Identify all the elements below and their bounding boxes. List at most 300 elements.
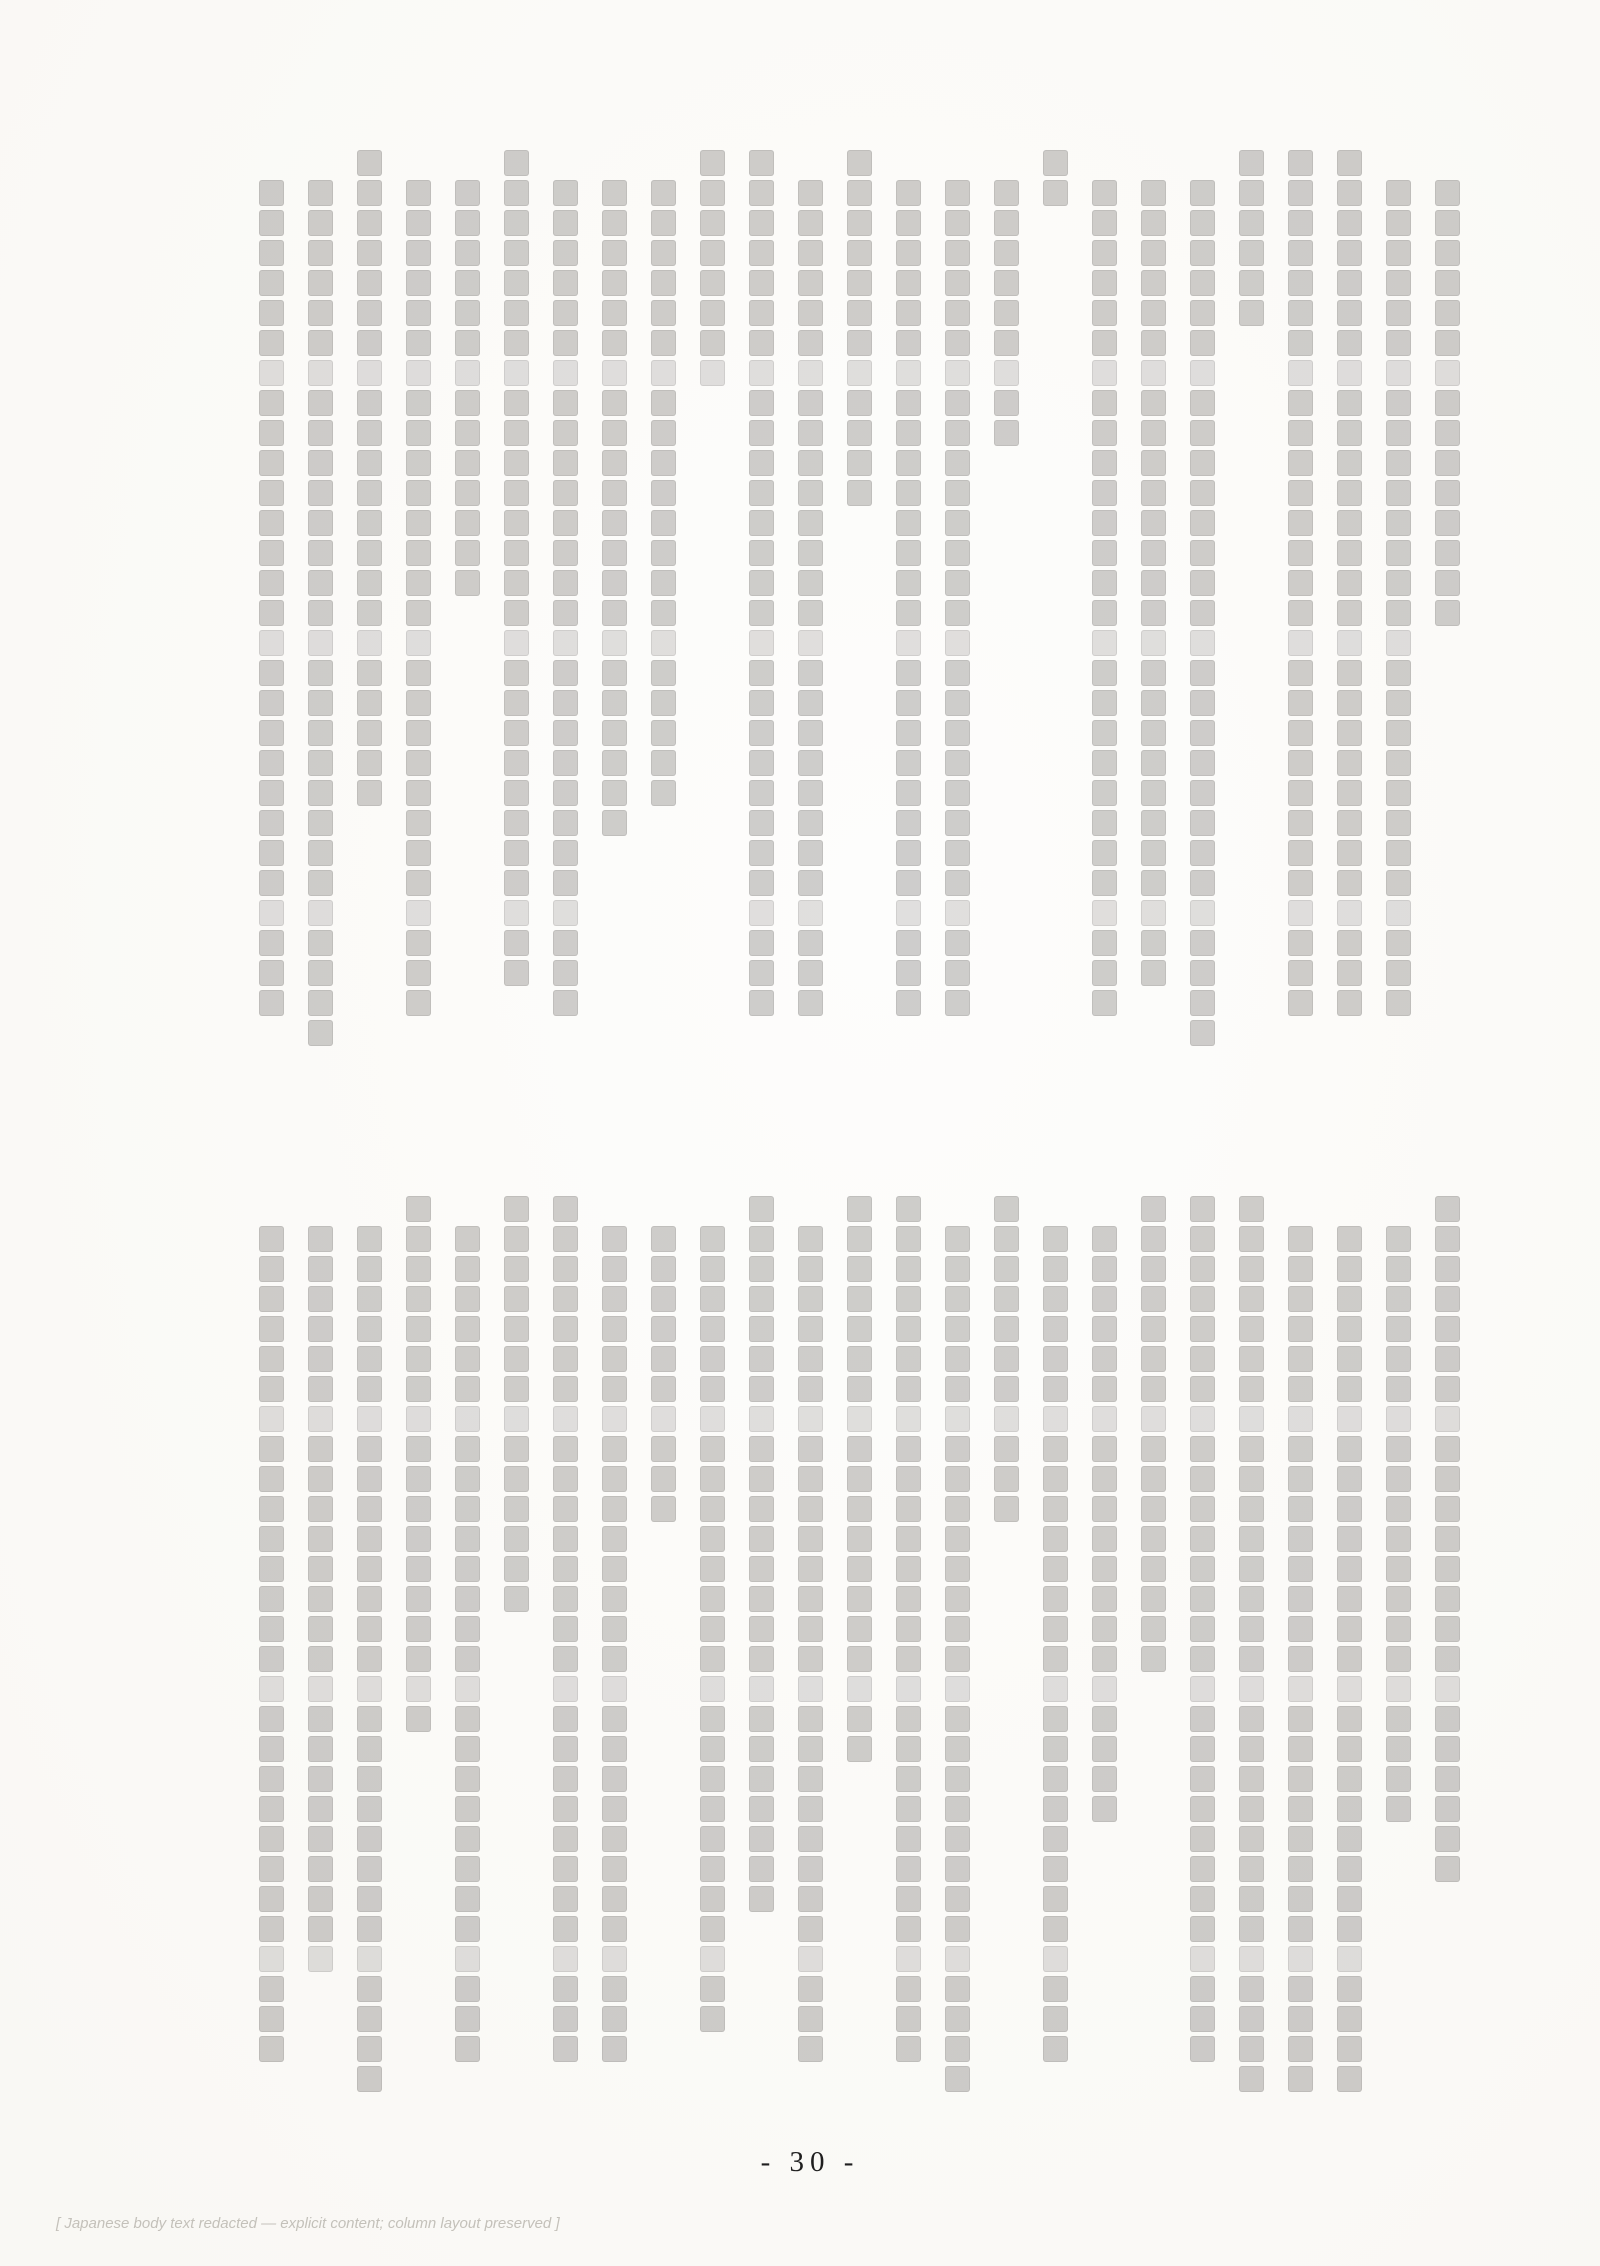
redacted-character xyxy=(357,570,382,596)
redacted-character xyxy=(1337,1706,1362,1732)
redacted-character xyxy=(1337,1406,1362,1432)
redacted-character xyxy=(1239,1706,1264,1732)
redacted-character xyxy=(700,1436,725,1462)
redacted-character xyxy=(749,270,774,296)
redacted-character xyxy=(700,1316,725,1342)
redacted-character xyxy=(406,1226,431,1252)
redacted-character xyxy=(1092,450,1117,476)
redacted-character xyxy=(1337,180,1362,206)
redacted-character xyxy=(602,330,627,356)
redacted-character xyxy=(1239,1526,1264,1552)
redacted-character xyxy=(945,300,970,326)
redacted-character xyxy=(945,1886,970,1912)
redacted-character xyxy=(357,1796,382,1822)
redacted-character xyxy=(1386,1256,1411,1282)
redacted-character xyxy=(1435,180,1460,206)
redacted-character xyxy=(945,750,970,776)
redacted-character xyxy=(1337,870,1362,896)
redacted-character xyxy=(896,1406,921,1432)
redacted-character xyxy=(259,450,284,476)
redacted-character xyxy=(1190,2006,1215,2032)
redacted-character xyxy=(259,360,284,386)
redacted-character xyxy=(1337,1496,1362,1522)
redacted-character xyxy=(259,1766,284,1792)
redacted-character xyxy=(1190,600,1215,626)
redacted-character xyxy=(553,1196,578,1222)
redacted-character xyxy=(308,1556,333,1582)
redacted-character xyxy=(308,870,333,896)
redacted-character xyxy=(1435,1316,1460,1342)
redacted-character xyxy=(406,210,431,236)
redacted-character xyxy=(1288,2036,1313,2062)
redacted-text-column xyxy=(403,150,433,1016)
redacted-character xyxy=(406,270,431,296)
redacted-character xyxy=(553,1796,578,1822)
redacted-character xyxy=(455,1646,480,1672)
redacted-character xyxy=(798,750,823,776)
redacted-character xyxy=(504,960,529,986)
redacted-character xyxy=(798,1976,823,2002)
redacted-character xyxy=(553,630,578,656)
redacted-character xyxy=(700,1526,725,1552)
redacted-character xyxy=(1190,1586,1215,1612)
redacted-character xyxy=(1239,1286,1264,1312)
redacted-character xyxy=(1190,1466,1215,1492)
redacted-character xyxy=(1386,1226,1411,1252)
redacted-character xyxy=(1288,420,1313,446)
redacted-character xyxy=(357,690,382,716)
redacted-character xyxy=(455,480,480,506)
redacted-character xyxy=(504,210,529,236)
redacted-character xyxy=(1043,180,1068,206)
redacted-character xyxy=(308,1406,333,1432)
redacted-character xyxy=(602,480,627,506)
redacted-character xyxy=(1288,480,1313,506)
redacted-character xyxy=(1043,1856,1068,1882)
redacted-character xyxy=(1043,1886,1068,1912)
redacted-character xyxy=(553,450,578,476)
redacted-character xyxy=(1141,690,1166,716)
redacted-character xyxy=(406,1676,431,1702)
redacted-character xyxy=(700,270,725,296)
redacted-character xyxy=(945,2036,970,2062)
redacted-character xyxy=(1190,480,1215,506)
redacted-character xyxy=(1043,1226,1068,1252)
redacted-character xyxy=(602,540,627,566)
redacted-character xyxy=(1386,1796,1411,1822)
redacted-character xyxy=(1288,900,1313,926)
redacted-character xyxy=(1043,1916,1068,1942)
redacted-character xyxy=(308,690,333,716)
redacted-character xyxy=(1043,1346,1068,1372)
redacted-text-column xyxy=(354,1196,384,2092)
redacted-character xyxy=(602,1496,627,1522)
redacted-character xyxy=(700,1286,725,1312)
redacted-character xyxy=(1337,2066,1362,2092)
redacted-character xyxy=(1386,1676,1411,1702)
redacted-character xyxy=(602,1856,627,1882)
redacted-character xyxy=(504,840,529,866)
redacted-character xyxy=(1190,870,1215,896)
redacted-character xyxy=(406,240,431,266)
redacted-text-column xyxy=(1187,1196,1217,2062)
redacted-character xyxy=(357,1886,382,1912)
redacted-character xyxy=(896,240,921,266)
redacted-character xyxy=(1337,1976,1362,2002)
redacted-character xyxy=(798,660,823,686)
redacted-character xyxy=(1435,1466,1460,1492)
redacted-character xyxy=(357,1286,382,1312)
redacted-character xyxy=(1190,990,1215,1016)
redacted-character xyxy=(1043,1316,1068,1342)
redacted-character xyxy=(259,1586,284,1612)
redacted-character xyxy=(847,450,872,476)
redacted-character xyxy=(308,360,333,386)
redacted-text-column xyxy=(354,150,384,806)
redacted-character xyxy=(1337,330,1362,356)
redacted-character xyxy=(553,1676,578,1702)
redacted-text-column xyxy=(305,150,335,1046)
redacted-character xyxy=(945,1916,970,1942)
redacted-character xyxy=(749,300,774,326)
redacted-character xyxy=(504,600,529,626)
redacted-character xyxy=(1190,1736,1215,1762)
redacted-character xyxy=(798,900,823,926)
redacted-character xyxy=(1141,540,1166,566)
redacted-character xyxy=(1190,1826,1215,1852)
redacted-text-column xyxy=(746,150,776,1016)
redacted-character xyxy=(945,1316,970,1342)
redacted-character xyxy=(553,1496,578,1522)
redacted-character xyxy=(1043,1676,1068,1702)
redacted-character xyxy=(1435,300,1460,326)
redacted-character xyxy=(847,1556,872,1582)
redacted-character xyxy=(700,1796,725,1822)
redacted-character xyxy=(1386,1766,1411,1792)
redacted-character xyxy=(749,180,774,206)
redacted-character xyxy=(700,1376,725,1402)
redacted-character xyxy=(651,720,676,746)
redacted-character xyxy=(1190,210,1215,236)
redacted-character xyxy=(1190,1616,1215,1642)
redacted-character xyxy=(651,1316,676,1342)
redacted-character xyxy=(896,690,921,716)
redacted-character xyxy=(1043,1796,1068,1822)
redacted-character xyxy=(1239,1676,1264,1702)
redacted-character xyxy=(357,1436,382,1462)
redacted-character xyxy=(259,1316,284,1342)
redacted-character xyxy=(994,240,1019,266)
redacted-character xyxy=(1239,1346,1264,1372)
redacted-character xyxy=(896,660,921,686)
redacted-character xyxy=(1337,1436,1362,1462)
redacted-character xyxy=(896,1826,921,1852)
redacted-character xyxy=(896,2006,921,2032)
redacted-character xyxy=(1337,1946,1362,1972)
redaction-note: [ Japanese body text redacted — explicit content; column layout preserved ] xyxy=(56,2215,560,2232)
redacted-character xyxy=(259,1856,284,1882)
redacted-character xyxy=(651,1226,676,1252)
redacted-character xyxy=(406,1586,431,1612)
redacted-character xyxy=(357,360,382,386)
redacted-character xyxy=(749,600,774,626)
redacted-character xyxy=(1288,300,1313,326)
redacted-character xyxy=(602,2036,627,2062)
redacted-character xyxy=(847,210,872,236)
redacted-character xyxy=(945,450,970,476)
redacted-character xyxy=(455,1466,480,1492)
redacted-character xyxy=(651,660,676,686)
redacted-text-column xyxy=(1432,150,1462,626)
redacted-character xyxy=(896,1646,921,1672)
redacted-character xyxy=(1288,930,1313,956)
redacted-character xyxy=(994,420,1019,446)
redacted-character xyxy=(749,1796,774,1822)
redacted-character xyxy=(259,390,284,416)
redacted-character xyxy=(1386,870,1411,896)
redacted-character xyxy=(553,780,578,806)
redacted-character xyxy=(798,1316,823,1342)
redacted-character xyxy=(455,2006,480,2032)
redacted-character xyxy=(1386,570,1411,596)
redacted-character xyxy=(1239,1256,1264,1282)
redacted-character xyxy=(1141,630,1166,656)
redacted-character xyxy=(1337,600,1362,626)
redacted-character xyxy=(1288,570,1313,596)
redacted-character xyxy=(259,2036,284,2062)
redacted-character xyxy=(1386,240,1411,266)
redacted-character xyxy=(1435,1406,1460,1432)
redacted-character xyxy=(357,1556,382,1582)
redacted-character xyxy=(1435,1736,1460,1762)
redacted-character xyxy=(798,1796,823,1822)
redacted-character xyxy=(1190,270,1215,296)
redacted-character xyxy=(308,1316,333,1342)
redacted-character xyxy=(945,270,970,296)
redacted-character xyxy=(651,570,676,596)
redacted-character xyxy=(945,1706,970,1732)
redacted-character xyxy=(749,240,774,266)
redacted-character xyxy=(1386,1346,1411,1372)
redacted-character xyxy=(896,630,921,656)
redacted-character xyxy=(553,1646,578,1672)
redacted-character xyxy=(455,390,480,416)
redacted-character xyxy=(406,660,431,686)
redacted-character xyxy=(847,390,872,416)
redacted-character xyxy=(700,360,725,386)
redacted-character xyxy=(749,510,774,536)
redacted-character xyxy=(357,1256,382,1282)
redacted-character xyxy=(504,1316,529,1342)
redacted-character xyxy=(259,1916,284,1942)
redacted-character xyxy=(1239,1976,1264,2002)
redacted-character xyxy=(1288,1916,1313,1942)
redacted-character xyxy=(749,1406,774,1432)
redacted-character xyxy=(308,1376,333,1402)
redacted-character xyxy=(1337,150,1362,176)
redacted-character xyxy=(1141,1286,1166,1312)
redacted-character xyxy=(847,300,872,326)
redacted-character xyxy=(1043,1736,1068,1762)
redacted-character xyxy=(700,1826,725,1852)
redacted-character xyxy=(749,1436,774,1462)
redacted-character xyxy=(1337,510,1362,536)
redacted-character xyxy=(455,420,480,446)
redacted-character xyxy=(700,1406,725,1432)
redacted-character xyxy=(1092,690,1117,716)
redacted-character xyxy=(504,750,529,776)
redacted-character xyxy=(749,1676,774,1702)
redacted-character xyxy=(1239,210,1264,236)
redacted-character xyxy=(553,1736,578,1762)
redacted-character xyxy=(749,960,774,986)
redacted-character xyxy=(1386,720,1411,746)
redacted-character xyxy=(1043,150,1068,176)
redacted-character xyxy=(847,1346,872,1372)
redacted-character xyxy=(945,180,970,206)
redacted-character xyxy=(602,1676,627,1702)
redacted-character xyxy=(406,1526,431,1552)
redacted-character xyxy=(406,1406,431,1432)
redacted-text-column xyxy=(452,150,482,596)
redacted-character xyxy=(798,1406,823,1432)
redacted-character xyxy=(308,1676,333,1702)
redacted-character xyxy=(455,1346,480,1372)
redacted-character xyxy=(945,1946,970,1972)
redacted-character xyxy=(553,1946,578,1972)
redacted-character xyxy=(406,1646,431,1672)
redacted-character xyxy=(798,270,823,296)
redacted-character xyxy=(259,1466,284,1492)
redacted-character xyxy=(1092,420,1117,446)
redacted-text-column xyxy=(452,1196,482,2062)
redacted-character xyxy=(847,1376,872,1402)
redacted-character xyxy=(749,420,774,446)
redacted-character xyxy=(1239,1196,1264,1222)
redacted-character xyxy=(1435,540,1460,566)
redacted-character xyxy=(700,1346,725,1372)
redacted-character xyxy=(700,1586,725,1612)
redacted-character xyxy=(553,180,578,206)
redacted-character xyxy=(553,660,578,686)
redacted-character xyxy=(945,1436,970,1462)
redacted-character xyxy=(1190,810,1215,836)
redacted-character xyxy=(602,720,627,746)
redacted-character xyxy=(504,300,529,326)
redacted-character xyxy=(945,690,970,716)
redacted-character xyxy=(308,660,333,686)
redacted-character xyxy=(847,360,872,386)
redacted-character xyxy=(1435,1796,1460,1822)
redacted-character xyxy=(1386,270,1411,296)
redacted-character xyxy=(1337,750,1362,776)
redacted-character xyxy=(798,390,823,416)
redacted-character xyxy=(406,930,431,956)
redacted-character xyxy=(798,1646,823,1672)
redacted-character xyxy=(504,360,529,386)
redacted-character xyxy=(1043,1376,1068,1402)
redacted-character xyxy=(455,1406,480,1432)
redacted-character xyxy=(945,630,970,656)
redacted-character xyxy=(308,180,333,206)
redacted-character xyxy=(553,750,578,776)
redacted-character xyxy=(1435,1226,1460,1252)
redacted-character xyxy=(602,1286,627,1312)
redacted-character xyxy=(994,1406,1019,1432)
redacted-character xyxy=(798,990,823,1016)
redacted-character xyxy=(602,1886,627,1912)
redacted-text-column xyxy=(1383,150,1413,1016)
redacted-character xyxy=(455,1796,480,1822)
redacted-character xyxy=(1190,1436,1215,1462)
redacted-text-column xyxy=(795,1196,825,2062)
redacted-character xyxy=(945,1346,970,1372)
redacted-character xyxy=(700,240,725,266)
redacted-character xyxy=(798,1766,823,1792)
redacted-character xyxy=(504,1286,529,1312)
redacted-character xyxy=(1092,1436,1117,1462)
redacted-character xyxy=(945,960,970,986)
redacted-character xyxy=(798,840,823,866)
redacted-character xyxy=(602,420,627,446)
redacted-character xyxy=(1337,1616,1362,1642)
redacted-character xyxy=(308,1736,333,1762)
redacted-character xyxy=(1043,2006,1068,2032)
redacted-character xyxy=(651,510,676,536)
redacted-character xyxy=(1386,390,1411,416)
redacted-text-column xyxy=(795,150,825,1016)
redacted-character xyxy=(357,540,382,566)
redacted-character xyxy=(1435,1616,1460,1642)
redacted-character xyxy=(651,330,676,356)
redacted-character xyxy=(1141,1226,1166,1252)
redacted-character xyxy=(1386,810,1411,836)
redacted-text-column xyxy=(1236,150,1266,326)
redacted-character xyxy=(259,330,284,356)
redacted-character xyxy=(1190,900,1215,926)
redacted-character xyxy=(602,600,627,626)
redacted-character xyxy=(798,1496,823,1522)
redacted-character xyxy=(700,1706,725,1732)
redacted-character xyxy=(798,1556,823,1582)
redacted-character xyxy=(847,1586,872,1612)
redacted-character xyxy=(798,1286,823,1312)
redacted-character xyxy=(1288,1766,1313,1792)
redacted-character xyxy=(700,2006,725,2032)
redacted-character xyxy=(1092,1796,1117,1822)
redacted-character xyxy=(700,1466,725,1492)
redacted-character xyxy=(1092,750,1117,776)
redacted-character xyxy=(504,720,529,746)
redacted-character xyxy=(1141,600,1166,626)
redacted-character xyxy=(602,390,627,416)
redacted-character xyxy=(1288,780,1313,806)
redacted-character xyxy=(1288,1436,1313,1462)
redacted-text-column xyxy=(256,1196,286,2062)
redacted-character xyxy=(896,600,921,626)
redacted-character xyxy=(504,480,529,506)
redacted-character xyxy=(1386,780,1411,806)
redacted-character xyxy=(308,1856,333,1882)
redacted-character xyxy=(1043,1406,1068,1432)
redacted-character xyxy=(1386,840,1411,866)
redacted-character xyxy=(1141,420,1166,446)
redacted-character xyxy=(308,1256,333,1282)
redacted-character xyxy=(1435,1376,1460,1402)
redacted-character xyxy=(1386,600,1411,626)
redacted-character xyxy=(259,1436,284,1462)
redacted-character xyxy=(1288,1706,1313,1732)
